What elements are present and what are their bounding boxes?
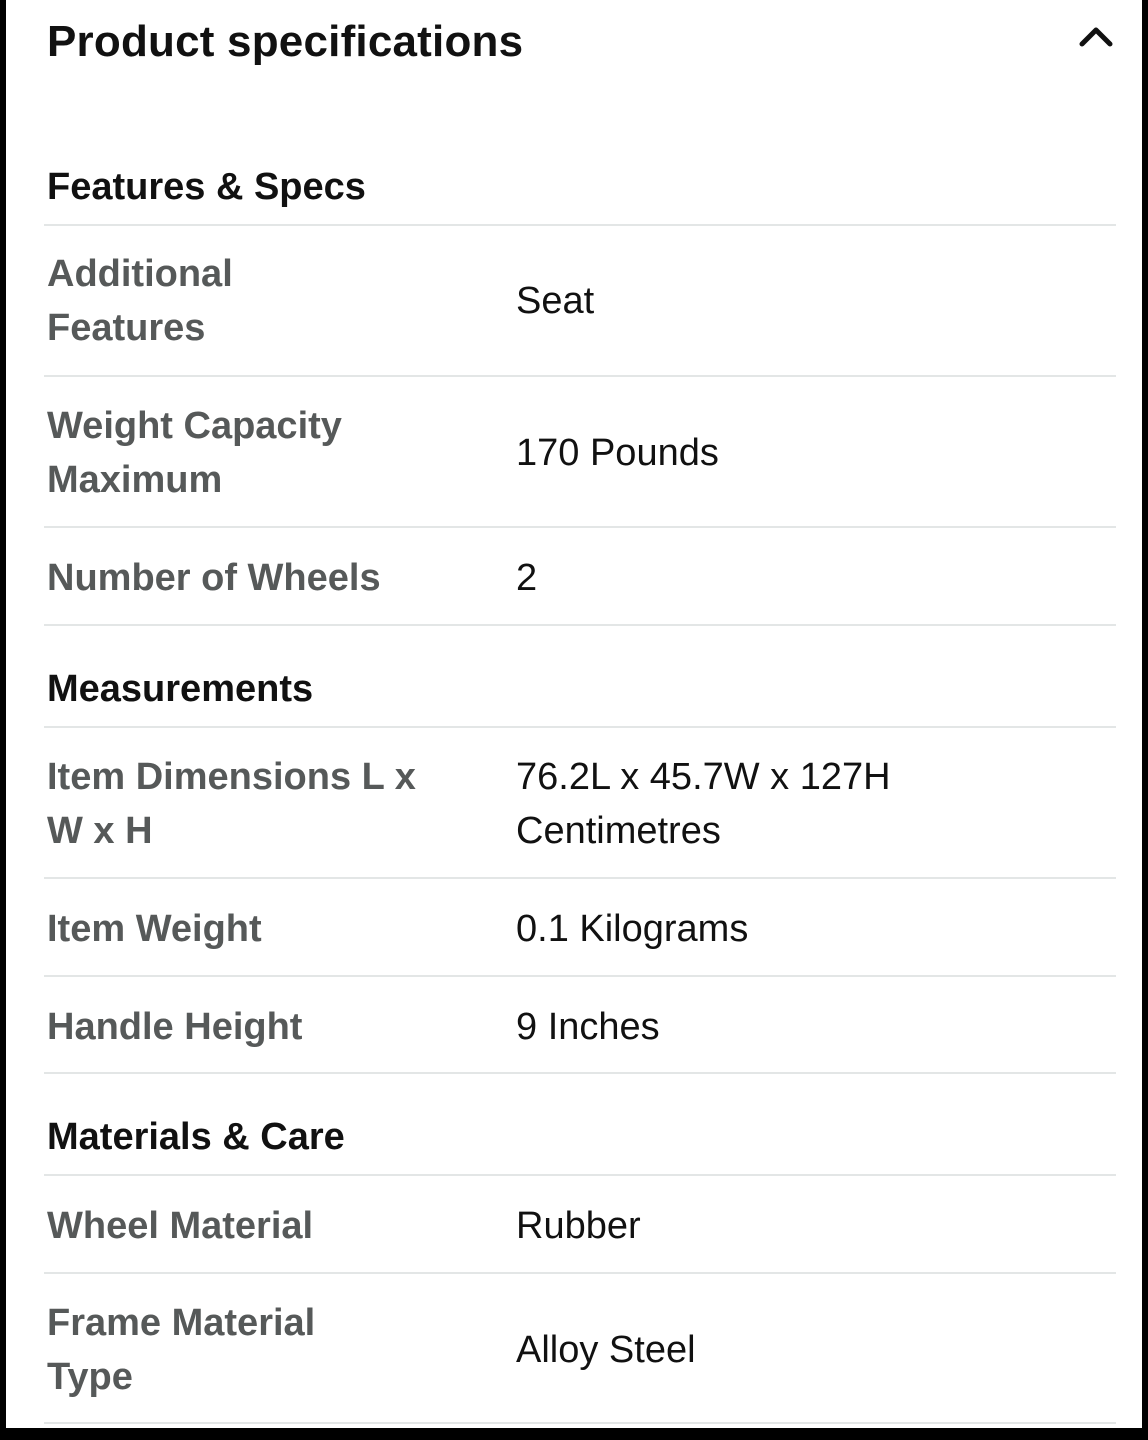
spec-label: Handle Height [47, 1006, 303, 1048]
spec-value: Alloy Steel [516, 1329, 696, 1371]
chevron-up-icon[interactable] [1074, 16, 1118, 56]
spec-value: 76.2L x 45.7W x 127H Centimetres [516, 756, 891, 852]
spec-label: Frame Material Type [47, 1302, 316, 1398]
spec-row-handle-height [44, 975, 1116, 1074]
spec-value: Rubber [516, 1205, 641, 1247]
specs-header[interactable] [6, 0, 1142, 84]
spec-value: 9 Inches [516, 1006, 660, 1048]
spec-label: Item Dimensions L x W x H [47, 756, 416, 852]
product-specifications-panel [6, 0, 1142, 1428]
spec-row-frame-material [44, 1272, 1116, 1424]
specs-title: Product specifications [47, 17, 524, 66]
spec-row-wheel-material [44, 1174, 1116, 1273]
spec-value: Seat [516, 280, 595, 322]
spec-row-weight-capacity [44, 375, 1116, 527]
spec-row-item-weight [44, 877, 1116, 976]
section-title: Materials & Care [47, 1116, 345, 1158]
divider [44, 1422, 1116, 1424]
spec-row-item-dimensions [44, 726, 1116, 878]
spec-row-number-of-wheels [44, 526, 1116, 626]
section-title: Measurements [47, 668, 314, 710]
spec-label: Wheel Material [47, 1205, 314, 1247]
spec-label: Number of Wheels [47, 557, 381, 599]
spec-label: Additional Features [47, 253, 233, 349]
spec-value: 170 Pounds [516, 432, 719, 474]
divider [44, 624, 1116, 626]
spec-label: Item Weight [47, 908, 262, 950]
spec-value: 2 [516, 557, 538, 599]
spec-value: 0.1 Kilograms [516, 908, 749, 950]
spec-row-additional-features [44, 224, 1116, 376]
spec-label: Weight Capacity Maximum [47, 405, 342, 501]
divider [44, 1072, 1116, 1074]
section-title: Features & Specs [47, 166, 366, 208]
